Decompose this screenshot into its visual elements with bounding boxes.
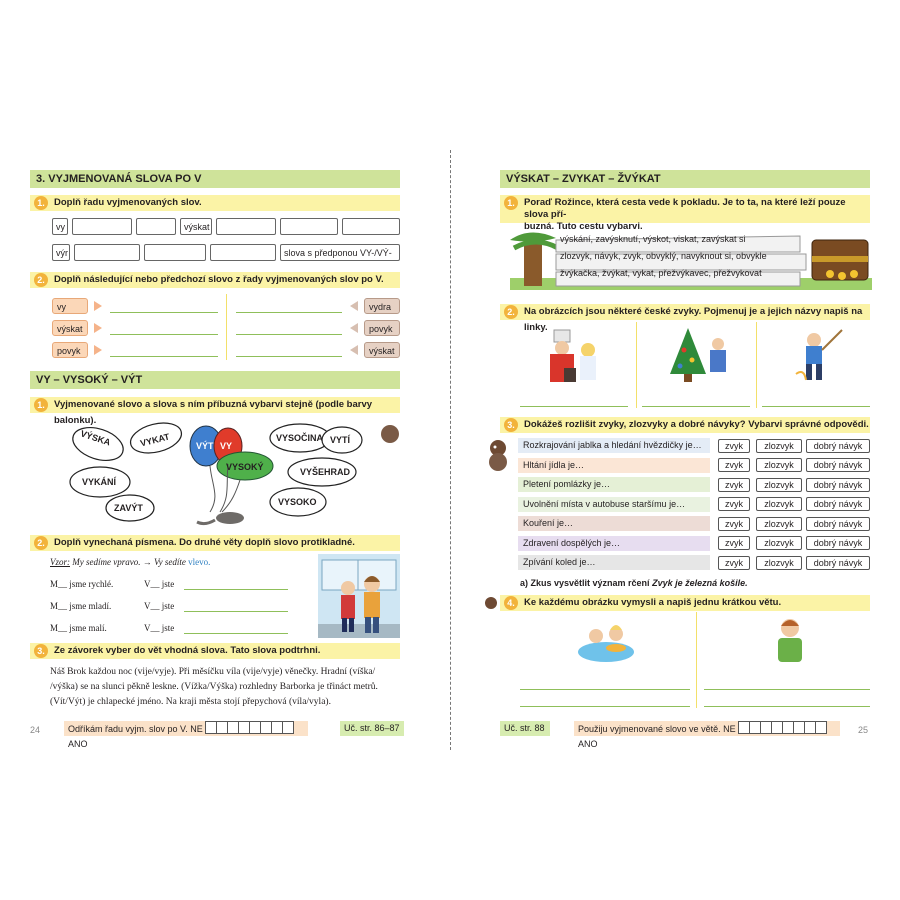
answer-option[interactable]: zvyk (718, 478, 750, 492)
task-instruction: Ke každému obrázku vymysli a napiš jednu krátkou větu. (524, 597, 782, 608)
answer-line[interactable] (762, 406, 870, 407)
answer-line[interactable] (236, 312, 342, 313)
bubble-word[interactable]: VYTÍ (330, 435, 351, 445)
arrow-left-icon (350, 345, 358, 355)
bubble-word[interactable]: VYŠEHRAD (300, 467, 351, 477)
task-number-badge: 4. (504, 596, 518, 610)
squirrel-small-icon (484, 596, 498, 610)
self-assessment (64, 721, 308, 749)
answer-option[interactable]: zvyk (718, 497, 750, 511)
habit-question: Kouření je… (518, 516, 710, 531)
section-title: 3. VYJMENOVANÁ SLOVA PO V (30, 170, 400, 188)
answer-option[interactable]: zlozvyk (756, 458, 802, 472)
ne-label: NE (190, 724, 203, 734)
answer-line[interactable] (184, 633, 288, 634)
answer-option[interactable]: zvyk (718, 536, 750, 550)
answer-line[interactable] (704, 689, 870, 690)
answer-option[interactable]: zvyk (718, 556, 750, 570)
task-instruction: Doplň řadu vyjmenovaných slov. (54, 197, 202, 208)
section-title: VÝSKAT – ZVYKAT – ŽVÝKAT (500, 170, 870, 188)
answer-option[interactable]: dobrý návyk (806, 556, 870, 570)
task-header (30, 195, 400, 211)
answer-line[interactable] (184, 611, 288, 612)
ano-label: ANO (68, 739, 88, 749)
given-word: vydra (364, 298, 400, 314)
answer-option[interactable]: zvyk (718, 439, 750, 453)
bubble-word[interactable]: VY (220, 441, 233, 451)
task-number-badge: 1. (34, 398, 48, 412)
habit-question: Zdravení dospělých je… (518, 536, 710, 551)
answer-line[interactable] (520, 706, 690, 707)
example-answer: vlevo. (188, 557, 211, 567)
word-box: výr (52, 244, 70, 261)
page-spine (450, 150, 451, 750)
page-number: 24 (30, 725, 41, 735)
task-instruction: Dokážeš rozlišit zvyky, zlozvyky a dobré návyky? Vybarvi správné odpovědi. (524, 419, 869, 430)
answer-option[interactable]: zlozvyk (756, 536, 802, 550)
bubble-word[interactable]: VYKAT (139, 431, 171, 449)
bubble-word[interactable]: VYKÁNÍ (82, 477, 117, 487)
answer-line[interactable] (184, 589, 288, 590)
column-divider (696, 612, 697, 708)
path-words[interactable]: žvýkačka, žvýkat, vykat, přežvýkavec, přežvykovat (560, 268, 762, 278)
sentence-a: M__ jsme mladí. (50, 601, 112, 611)
answer-option[interactable]: dobrý návyk (806, 497, 870, 511)
sub-task-phrase: Zvyk je železná košile. (652, 578, 748, 588)
task-instruction: Na obrázcích jsou některé české zvyky. Pojmenuj je a jejich názvy napiš na linky. (524, 306, 863, 333)
example-label: Vzor: (50, 557, 70, 567)
bubble-word[interactable]: VYSOKO (278, 497, 317, 507)
paragraph-line[interactable]: (Vít/Výt) je chlapecké jméno. Na kraji města stojí přepychová (víla/vyla). (50, 697, 331, 707)
task-instruction: Doplň vynechaná písmena. Do druhé věty doplň slovo protikladné. (54, 537, 355, 548)
bubble-word[interactable]: VYSOKÝ (226, 462, 264, 472)
sub-task-text: a) Zkus vysvětlit význam rčení (520, 578, 650, 588)
habit-question: Zpívání koled je… (518, 555, 710, 570)
answer-line[interactable] (110, 356, 218, 357)
habit-question: Uvolnění místa v autobuse staršímu je… (518, 497, 710, 512)
answer-line[interactable] (704, 706, 870, 707)
arrow-left-icon (350, 301, 358, 311)
given-word: povyk (364, 320, 400, 336)
word-box: výskat (180, 218, 212, 235)
arrow-right-icon (94, 345, 102, 355)
task-number-badge: 3. (504, 418, 518, 432)
answer-line[interactable] (236, 356, 342, 357)
sentence-b: V__ jste (144, 601, 175, 611)
word-input[interactable] (216, 218, 276, 235)
answer-option[interactable]: dobrý návyk (806, 439, 870, 453)
word-box: slova s předponou VY-/VÝ- (280, 244, 400, 261)
answer-option[interactable]: zlozvyk (756, 556, 802, 570)
sentence-a: M__ jsme malí. (50, 623, 107, 633)
task-header (500, 417, 870, 433)
answer-option[interactable]: zlozvyk (756, 517, 802, 531)
answer-line[interactable] (520, 689, 690, 690)
arrow-right-icon (94, 301, 102, 311)
arrow-right-icon (94, 323, 102, 333)
answer-option[interactable]: zlozvyk (756, 439, 802, 453)
task-instruction: Vyjmenované slovo a slova s ním příbuzná vybarvi stejně (podle barvy balonku). (54, 399, 373, 426)
bubble-word[interactable]: VYSOČINA (276, 433, 324, 443)
sentence-a: M__ jsme rychlé. (50, 579, 114, 589)
task-number-badge: 3. (34, 644, 48, 658)
bubble-word[interactable]: VÝT (196, 441, 214, 451)
section-title: VY – VYSOKÝ – VÝT (30, 371, 400, 389)
given-word: vy (52, 298, 88, 314)
example-line (50, 556, 210, 568)
self-assessment-label: Odříkám řadu vyjm. slov po V. (68, 724, 188, 734)
word-input[interactable] (136, 218, 176, 235)
given-word: výskat (364, 342, 400, 358)
answer-line[interactable] (520, 406, 628, 407)
answer-line[interactable] (110, 312, 218, 313)
task-number-badge: 2. (34, 273, 48, 287)
habit-question: Pletení pomlázky je… (518, 477, 710, 492)
habit-question: Hltání jídla je… (518, 458, 710, 473)
ne-label: NE (723, 724, 736, 734)
given-word: povyk (52, 342, 88, 358)
bus-children-illustration (318, 554, 400, 638)
task-instruction: buzná. Tuto cestu vybarvi. (524, 221, 643, 232)
self-assessment-label: Použiju vyjmenované slovo ve větě. (578, 724, 721, 734)
bubble-word[interactable]: ZAVÝT (114, 503, 143, 513)
task-number-badge: 2. (34, 536, 48, 550)
answer-line[interactable] (642, 406, 750, 407)
task-instruction: Poraď Rožince, která cesta vede k pokladu. Je to ta, na které leží pouze slova pří- (524, 197, 846, 220)
word-input[interactable] (72, 218, 132, 235)
squirrel-mascot-icon (484, 436, 514, 472)
task-instruction: Ze závorek vyber do vět vhodná slova. Tato slova podtrhni. (54, 645, 321, 656)
answer-option[interactable]: zvyk (718, 517, 750, 531)
task-number-badge: 2. (504, 305, 518, 319)
task-header (500, 195, 870, 232)
word-input[interactable] (74, 244, 140, 261)
column-divider (756, 322, 757, 408)
answer-option[interactable]: dobrý návyk (806, 517, 870, 531)
path-words[interactable]: výskání, zavýsknutí, výskot, viskat, zavýskat si (560, 234, 746, 244)
sub-task-a (520, 577, 748, 589)
answer-option[interactable]: zlozvyk (756, 497, 802, 511)
example-text: My sedíme vpravo. → Vy sedíte (72, 557, 186, 567)
answer-option[interactable]: zlozvyk (756, 478, 802, 492)
textbook-reference: Uč. str. 86–87 (340, 721, 404, 736)
habit-question: Rozkrajování jablka a hledání hvězdičky je… (518, 438, 710, 453)
answer-option[interactable]: dobrý návyk (806, 478, 870, 492)
self-assessment (574, 721, 840, 749)
word-input[interactable] (210, 244, 276, 261)
sentence-b: V__ jste (144, 579, 175, 589)
column-divider (226, 294, 227, 360)
word-input[interactable] (280, 218, 338, 235)
arrow-left-icon (350, 323, 358, 333)
answer-line[interactable] (110, 334, 218, 335)
word-input[interactable] (144, 244, 206, 261)
pool-children-illustration (576, 614, 636, 664)
word-box: vy (52, 218, 68, 235)
answer-line[interactable] (236, 334, 342, 335)
answer-option[interactable]: dobrý návyk (806, 458, 870, 472)
task-header (30, 272, 400, 288)
paragraph (50, 665, 378, 710)
paragraph-line[interactable]: /výška) se na slunci pěkně leskne. (Vížka/Výška) rozhledny Barborka je třináct metrů. (50, 682, 378, 692)
sentence-b: V__ jste (144, 623, 175, 633)
answer-option[interactable]: dobrý návyk (806, 536, 870, 550)
task-header (30, 535, 400, 551)
scale-cells[interactable] (205, 724, 293, 734)
task-number-badge: 1. (504, 196, 518, 210)
task-header (500, 304, 870, 333)
given-word: výskat (52, 320, 88, 336)
bubble-word[interactable]: VÝSKA (79, 428, 112, 448)
column-divider (636, 322, 637, 408)
task-header (500, 595, 870, 611)
st-nicholas-illustration (540, 324, 610, 386)
task-instruction: Doplň následující nebo předchozí slovo z řady vyjmenovaných slov po V. (54, 274, 384, 285)
path-words[interactable]: zlozvyk, návyk, zvyk, obvyklý, navyknout si, obvykle (560, 251, 767, 261)
ano-label: ANO (578, 739, 598, 749)
boy-illustration (770, 614, 810, 666)
textbook-reference: Uč. str. 88 (500, 721, 550, 736)
task-header (30, 397, 400, 426)
easter-whip-illustration (792, 324, 852, 386)
page-number: 25 (858, 725, 869, 735)
scale-cells[interactable] (738, 724, 826, 734)
task-number-badge: 1. (34, 196, 48, 210)
christmas-tree-illustration (664, 324, 734, 386)
answer-option[interactable]: zvyk (718, 458, 750, 472)
task-header (30, 643, 400, 659)
word-input[interactable] (342, 218, 400, 235)
paragraph-line[interactable]: Náš Brok každou noc (vije/vyje). Při měsíčku víla (vije/vyje) věnečky. Hradní (víška/ (50, 667, 376, 677)
